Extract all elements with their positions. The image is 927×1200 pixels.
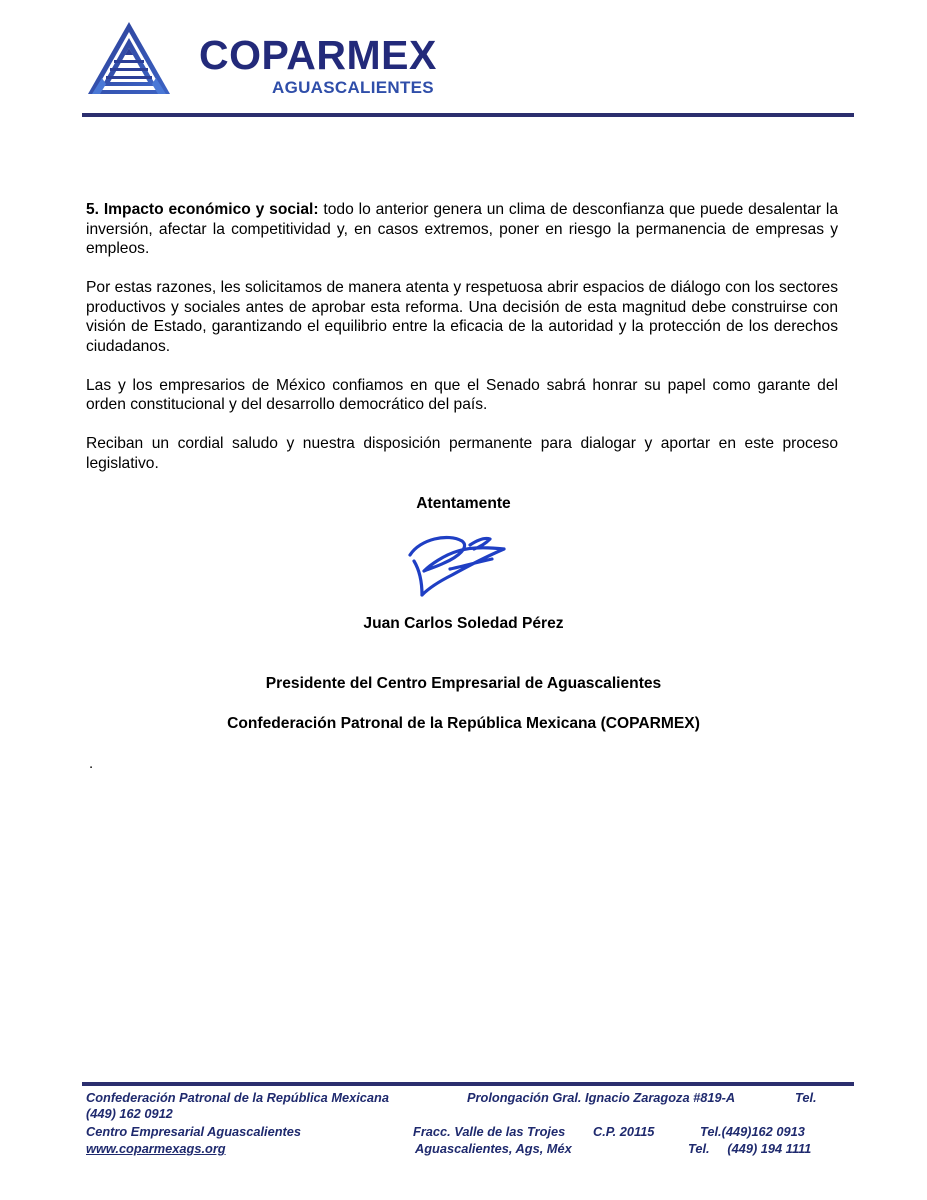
footer-address-line2: Fracc. Valle de las Trojes	[413, 1124, 566, 1139]
signer-organization: Confederación Patronal de la República Mexicana (COPARMEX)	[227, 715, 700, 732]
paragraph-greeting: Reciban un cordial saludo y nuestra disposición permanente para dialogar y aportar en este proceso legislativo.	[86, 435, 838, 472]
signer-title: Presidente del Centro Empresarial de Aguascalientes	[265, 675, 662, 692]
footer-tel-label: Tel.	[795, 1090, 817, 1105]
stray-mark: .	[89, 755, 94, 772]
paragraph-heading: 5. Impacto económico y social:	[86, 201, 319, 218]
coparmex-logo-icon	[86, 20, 172, 96]
closing-salutation: Atentamente	[416, 495, 511, 512]
footer-divider	[82, 1082, 854, 1086]
paragraph-text: todo lo anterior genera un clima de desconfianza que puede desalentar la inversión, afectar la competitividad y, en casos extremos, poner en riesgo la permanencia de empresas y empleos.	[86, 201, 838, 257]
footer-center: Centro Empresarial Aguascalientes	[86, 1124, 302, 1139]
letter-body	[86, 200, 838, 493]
footer-tel3: Tel. (449) 194 1111	[688, 1141, 812, 1156]
footer-address-line1: Prolongación Gral. Ignacio Zaragoza #819-A	[467, 1090, 736, 1105]
footer-tel2: Tel.(449)162 0913	[700, 1124, 805, 1139]
signature-icon	[400, 525, 520, 607]
brand-subtitle: AGUASCALIENTES	[272, 78, 434, 97]
footer-org: Confederación Patronal de la República Mexicana	[86, 1090, 389, 1105]
paragraph-impact	[86, 200, 838, 259]
brand-name: COPARMEX	[199, 32, 437, 78]
signer-name: Juan Carlos Soledad Pérez	[363, 615, 564, 632]
paragraph-request: Por estas razones, les solicitamos de manera atenta y respetuosa abrir espacios de diálogo con los sectores productivos y sociales antes de aprobar esta reforma. Una decisión de esta magnitud debe construirse con visión de Estado, garantizando el equilibrio entre la eficacia de la autoridad y la protección de los derechos ciudadanos.	[86, 279, 838, 355]
paragraph-confidence: Las y los empresarios de México confiamos en que el Senado sabrá honrar su papel como garante del orden constitucional y del desarrollo democrático del país.	[86, 376, 838, 413]
footer-tel1: (449) 162 0912	[86, 1106, 173, 1121]
footer-website-link[interactable]: www.coparmexags.org	[86, 1141, 226, 1156]
header-divider	[82, 113, 854, 117]
footer-postal-code: C.P. 20115	[593, 1124, 655, 1139]
footer-city: Aguascalientes, Ags, Méx	[415, 1141, 572, 1156]
